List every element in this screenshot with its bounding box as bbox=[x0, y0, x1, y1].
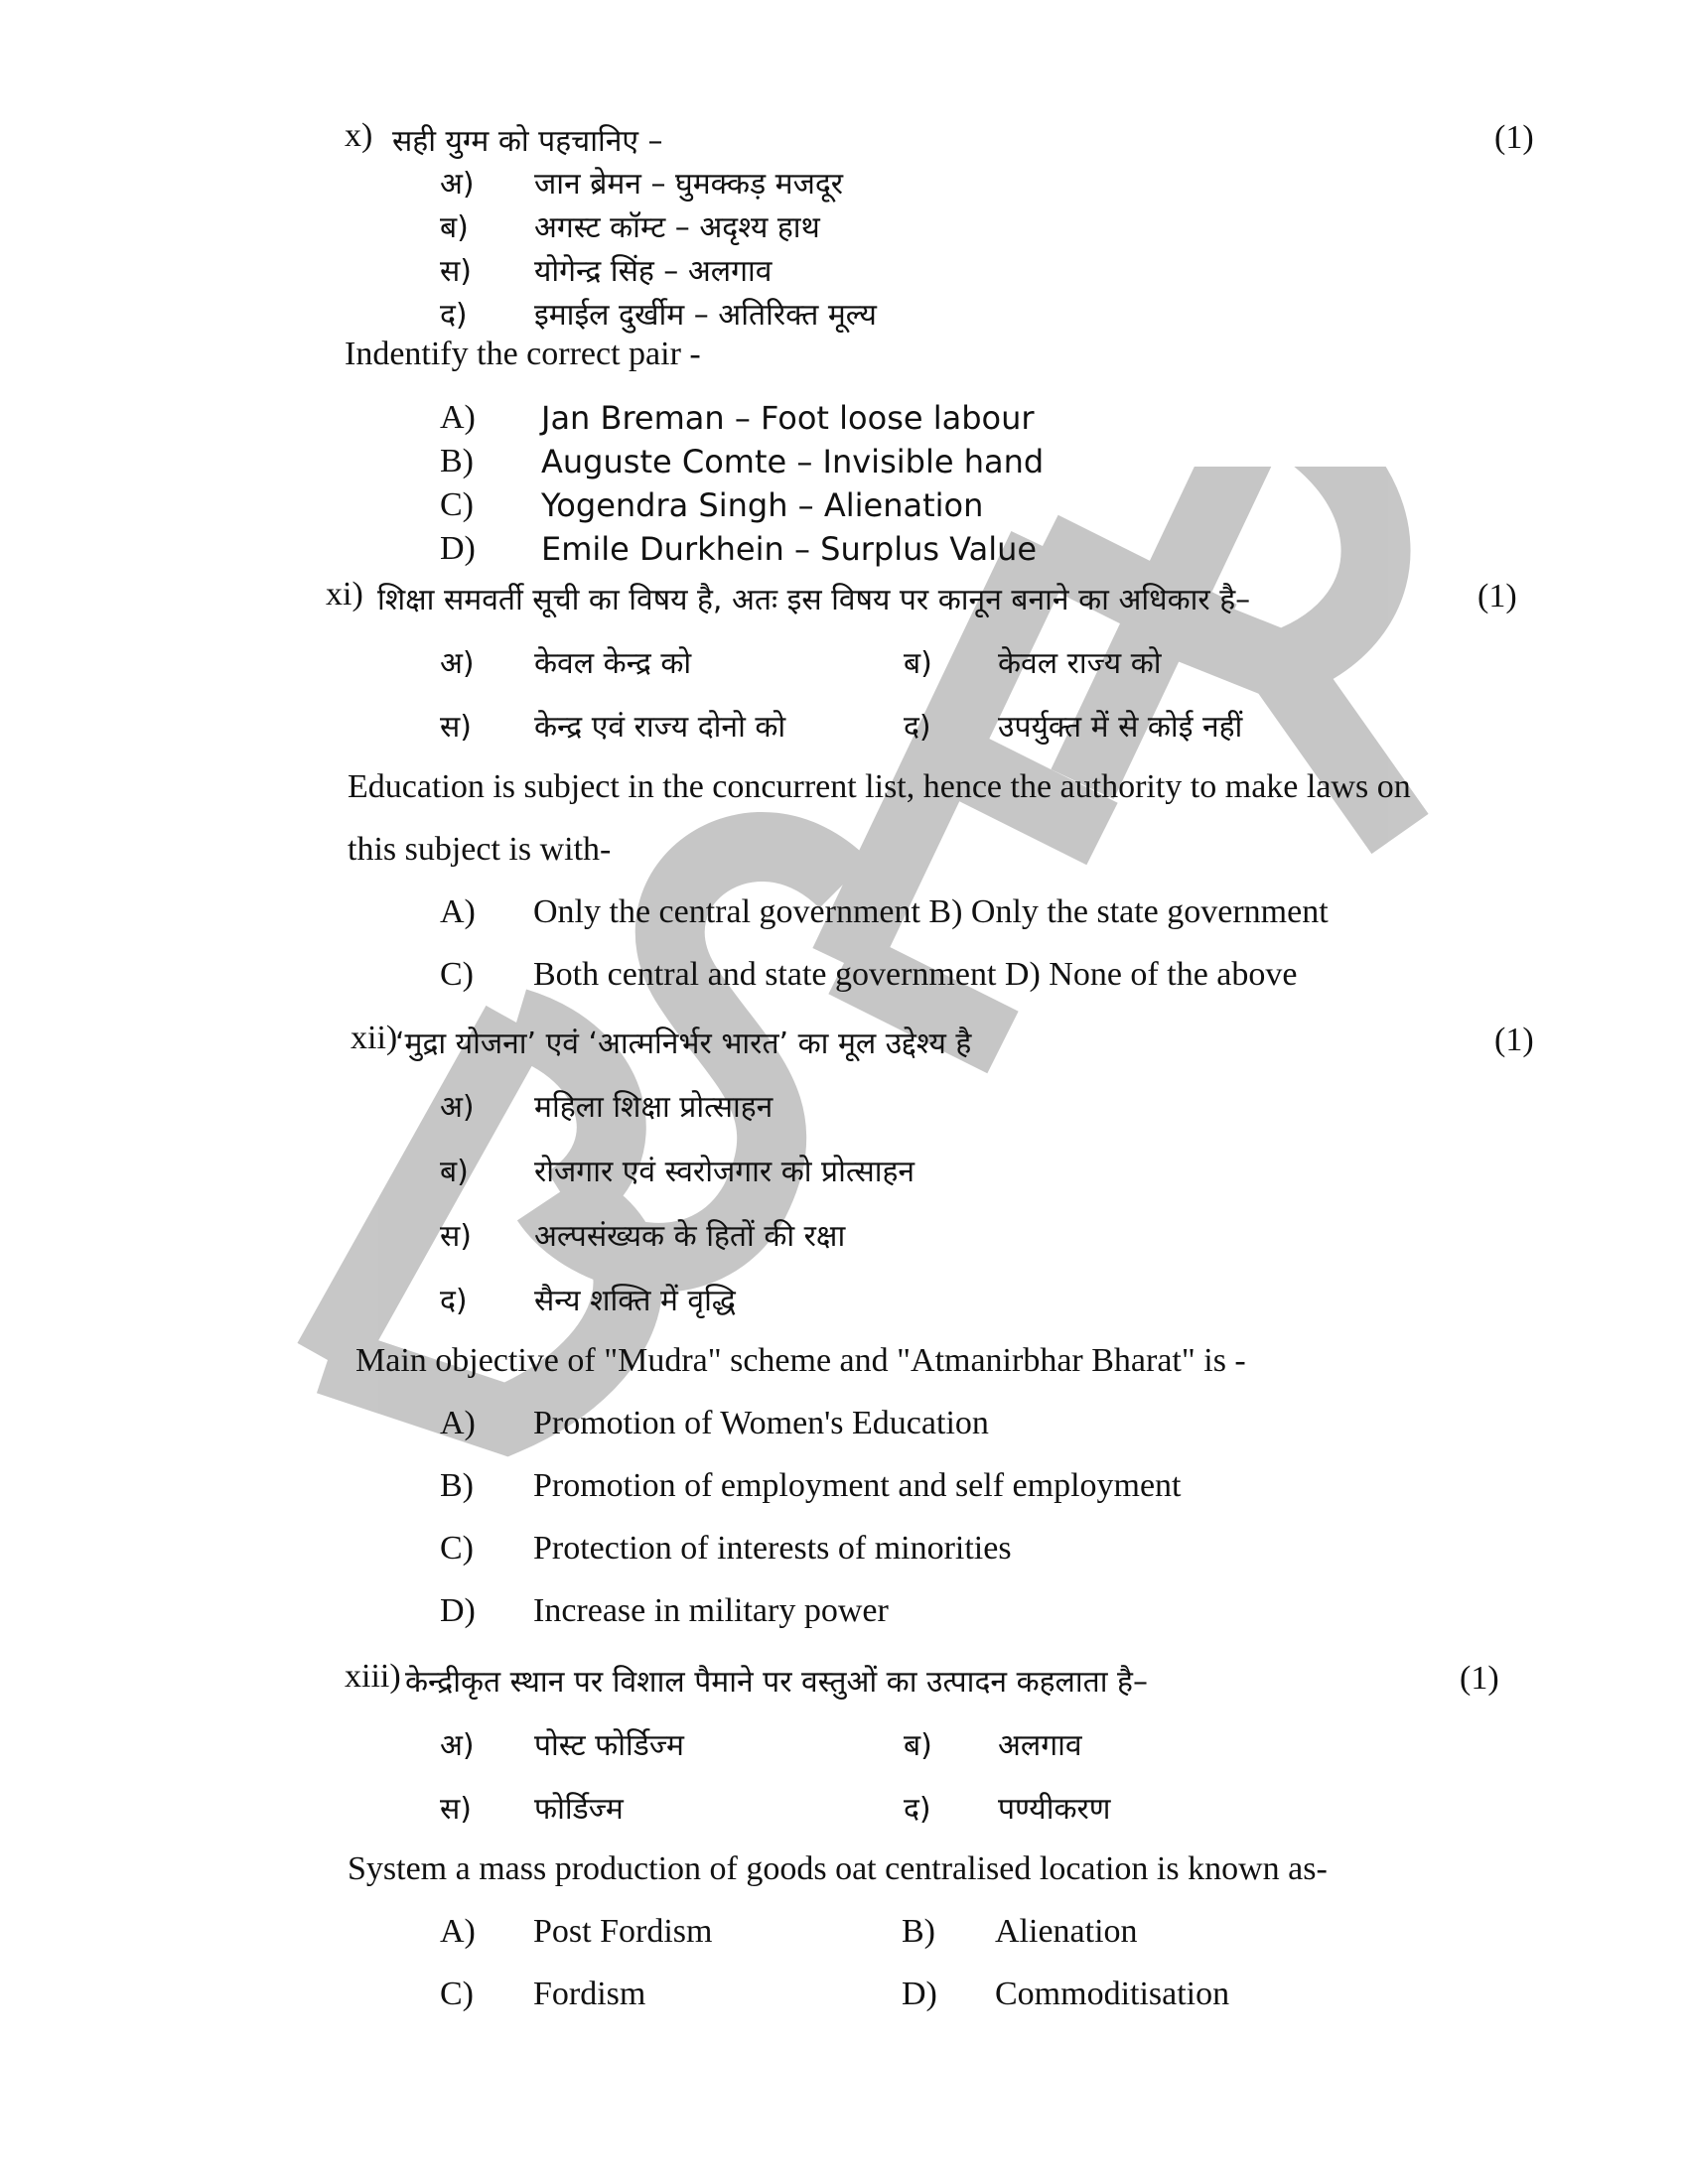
option-label: अ) bbox=[440, 167, 475, 202]
option-label: द) bbox=[904, 1792, 931, 1827]
option-text: Protection of interests of minorities bbox=[533, 1530, 1012, 1567]
option-text: पोस्ट फोर्डिज्म bbox=[534, 1728, 684, 1763]
question-xii-marks: (1) bbox=[1494, 1022, 1534, 1058]
option-label: D) bbox=[440, 530, 476, 567]
question-xi-marks: (1) bbox=[1477, 578, 1517, 614]
question-x-number: x) bbox=[345, 117, 373, 154]
option-text: Only the central government B) Only the state government bbox=[533, 893, 1329, 930]
option-text: Auguste Comte – Invisible hand bbox=[541, 443, 1045, 480]
option-label: अ) bbox=[440, 1090, 475, 1125]
question-xii-number: xii) bbox=[351, 1020, 398, 1056]
option-text: Alienation bbox=[995, 1913, 1138, 1950]
option-label: स) bbox=[440, 254, 472, 289]
option-text: Jan Breman – Foot loose labour bbox=[541, 399, 1035, 437]
option-text: Promotion of employment and self employment bbox=[533, 1467, 1182, 1504]
option-label: A) bbox=[440, 1405, 476, 1441]
option-label: ब) bbox=[440, 1155, 469, 1189]
option-text: केन्द्र एवं राज्य दोनो को bbox=[534, 710, 786, 745]
option-text: अल्पसंख्यक के हितों की रक्षा bbox=[534, 1219, 846, 1254]
question-xiii-hindi-prompt: केन्द्रीकृत स्थान पर विशाल पैमाने पर वस्तुओं का उत्पादन कहलाता है– bbox=[405, 1665, 1148, 1700]
option-label: द) bbox=[904, 710, 931, 745]
option-label: C) bbox=[440, 956, 474, 993]
question-x-english-prompt: Indentify the correct pair - bbox=[345, 336, 701, 372]
option-text: Promotion of Women's Education bbox=[533, 1405, 989, 1441]
option-text: योगेन्द्र सिंह – अलगाव bbox=[534, 254, 773, 289]
option-text: फोर्डिज्म bbox=[534, 1792, 624, 1827]
option-text: अलगाव bbox=[998, 1728, 1082, 1763]
option-label: D) bbox=[440, 1592, 476, 1629]
option-label: C) bbox=[440, 1976, 474, 2012]
option-label: B) bbox=[440, 1467, 474, 1504]
option-label: A) bbox=[440, 893, 476, 930]
option-label: ब) bbox=[904, 646, 932, 681]
option-label: द) bbox=[440, 298, 468, 333]
option-label: D) bbox=[902, 1976, 937, 2012]
option-label: C) bbox=[440, 1530, 474, 1567]
option-text: Emile Durkhein – Surplus Value bbox=[541, 530, 1038, 568]
option-label: द) bbox=[440, 1284, 468, 1318]
option-label: A) bbox=[440, 1913, 476, 1950]
question-x-hindi-prompt: सही युग्म को पहचानिए – bbox=[392, 124, 663, 159]
option-text: जान ब्रेमन – घुमक्कड़ मजदूर bbox=[534, 167, 844, 202]
option-label: ब) bbox=[440, 210, 469, 245]
option-text: Post Fordism bbox=[533, 1913, 713, 1950]
option-text: अगस्ट कॉम्ट – अदृश्य हाथ bbox=[534, 210, 820, 245]
option-label: ब) bbox=[904, 1728, 932, 1763]
question-xi-english-prompt: Education is subject in the concurrent list, hence the authority to make laws on bbox=[348, 768, 1411, 805]
option-label: C) bbox=[440, 486, 474, 523]
option-text: महिला शिक्षा प्रोत्साहन bbox=[534, 1090, 774, 1125]
option-text: Fordism bbox=[533, 1976, 646, 2012]
question-xi-hindi-prompt: शिक्षा समवर्ती सूची का विषय है, अतः इस विषय पर कानून बनाने का अधिकार है– bbox=[377, 583, 1251, 617]
option-label: स) bbox=[440, 1792, 472, 1827]
option-text: पण्यीकरण bbox=[998, 1792, 1111, 1827]
option-label: स) bbox=[440, 710, 472, 745]
option-label: अ) bbox=[440, 646, 475, 681]
question-xi-number: xi) bbox=[326, 576, 363, 613]
option-label: B) bbox=[440, 443, 474, 479]
question-xii-english-prompt: Main objective of "Mudra" scheme and "Atmanirbhar Bharat" is - bbox=[355, 1342, 1246, 1379]
option-text: इमाईल दुर्खीम – अतिरिक्त मूल्य bbox=[534, 298, 877, 333]
option-label: स) bbox=[440, 1219, 472, 1254]
question-xi-english-prompt-cont: this subject is with- bbox=[348, 831, 612, 868]
option-text: Increase in military power bbox=[533, 1592, 889, 1629]
option-text: केवल राज्य को bbox=[998, 646, 1162, 681]
question-xiii-number: xiii) bbox=[345, 1658, 401, 1695]
question-xii-hindi-prompt: ‘मुद्रा योजना’ एवं ‘आत्मनिर्भर भारत’ का मूल उद्देश्य है bbox=[395, 1026, 972, 1061]
option-text: उपर्युक्त में से कोई नहीं bbox=[998, 710, 1243, 745]
option-text: Yogendra Singh – Alienation bbox=[541, 486, 984, 524]
option-text: सैन्य शक्ति में वृद्धि bbox=[534, 1284, 736, 1318]
question-xiii-english-prompt: System a mass production of goods oat centralised location is known as- bbox=[348, 1850, 1328, 1887]
option-label: B) bbox=[902, 1913, 935, 1950]
option-text: रोजगार एवं स्वरोजगार को प्रोत्साहन bbox=[534, 1155, 915, 1189]
question-xiii-marks: (1) bbox=[1460, 1660, 1499, 1697]
question-x-marks: (1) bbox=[1494, 119, 1534, 156]
option-label: A) bbox=[440, 399, 476, 436]
option-text: Commoditisation bbox=[995, 1976, 1230, 2012]
option-text: केवल केन्द्र को bbox=[534, 646, 692, 681]
option-label: अ) bbox=[440, 1728, 475, 1763]
option-text: Both central and state government D) None of the above bbox=[533, 956, 1298, 993]
